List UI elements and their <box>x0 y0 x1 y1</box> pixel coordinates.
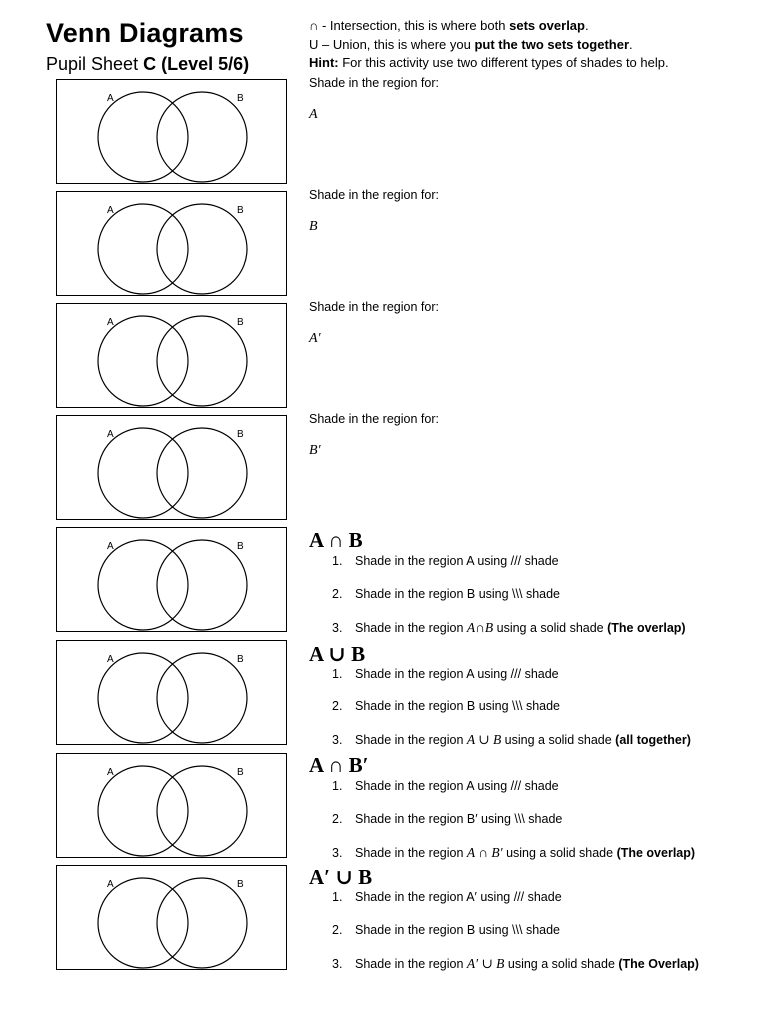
circle-a <box>98 316 188 406</box>
set-label-a: A <box>107 654 114 665</box>
circle-b <box>157 766 247 856</box>
circle-a <box>98 92 188 182</box>
task-step: 2. Shade in the region B using \\\ shade <box>332 923 561 937</box>
set-label-a: A <box>107 879 114 890</box>
union-symbol: U <box>309 36 319 52</box>
venn-circles <box>57 192 286 295</box>
task-prompt: Shade in the region for: <box>309 412 439 426</box>
venn-diagram[interactable] <box>56 303 287 408</box>
task-prompt: Shade in the region for: <box>309 188 439 202</box>
set-label-a: A <box>107 767 114 778</box>
circle-b <box>157 428 247 518</box>
venn-circles <box>57 416 286 519</box>
task-step: 1. Shade in the region A using /// shade <box>332 554 559 568</box>
circle-a <box>98 540 188 630</box>
venn-diagram[interactable] <box>56 527 287 632</box>
venn-circles <box>57 528 286 631</box>
circle-a <box>98 766 188 856</box>
circle-b <box>157 540 247 630</box>
set-label-b: B <box>237 205 244 216</box>
set-expression: A′ <box>309 331 321 346</box>
set-label-b: B <box>237 541 244 552</box>
task-step: 2. Shade in the region B using \\\ shade <box>332 587 561 601</box>
set-label-a: A <box>107 317 114 328</box>
set-expression: B <box>309 219 318 234</box>
set-label-b: B <box>237 93 244 104</box>
circle-b <box>157 316 247 406</box>
set-label-b: B <box>237 654 244 665</box>
task-prompt: Shade in the region for: <box>309 76 439 90</box>
hint-note: Hint: For this activity use two different types of shades to help. <box>309 55 669 70</box>
venn-diagram[interactable] <box>56 640 287 745</box>
circle-a <box>98 428 188 518</box>
circle-b <box>157 653 247 743</box>
circle-b <box>157 878 247 968</box>
intersection-symbol: ∩ <box>309 18 319 33</box>
circle-a <box>98 878 188 968</box>
task-step: 2. Shade in the region B using \\\ shade <box>332 699 561 713</box>
venn-diagram[interactable] <box>56 865 287 970</box>
task-step: 1. Shade in the region A using /// shade <box>332 667 559 681</box>
task-heading: A′ ∪ B <box>309 865 373 889</box>
venn-diagram[interactable] <box>56 191 287 296</box>
set-expression: B′ <box>309 443 321 458</box>
circle-b <box>157 92 247 182</box>
task-step: 3. Shade in the region A′ ∪ B using a solid shade (The Overlap) <box>332 956 699 971</box>
venn-circles <box>57 754 286 857</box>
venn-circles <box>57 80 286 183</box>
circle-b <box>157 204 247 294</box>
set-label-a: A <box>107 93 114 104</box>
task-step: 1. Shade in the region A′ using /// shade <box>332 890 562 904</box>
task-step: 3. Shade in the region A ∪ B using a solid shade (all together) <box>332 732 691 747</box>
subtitle-prefix: Pupil Sheet <box>46 54 144 74</box>
set-label-b: B <box>237 317 244 328</box>
set-label-a: A <box>107 429 114 440</box>
venn-diagram[interactable] <box>56 753 287 858</box>
hint-label: Hint: <box>309 55 339 70</box>
venn-diagram[interactable] <box>56 415 287 520</box>
definitions-notes <box>309 17 759 73</box>
page-title: Venn Diagrams <box>46 18 244 48</box>
page-subtitle <box>46 54 249 75</box>
set-label-b: B <box>237 879 244 890</box>
venn-circles <box>57 304 286 407</box>
set-label-b: B <box>237 767 244 778</box>
venn-diagram[interactable] <box>56 79 287 184</box>
task-step: 1. Shade in the region A using /// shade <box>332 779 559 793</box>
circle-a <box>98 653 188 743</box>
set-label-b: B <box>237 429 244 440</box>
set-label-a: A <box>107 205 114 216</box>
set-expression: A <box>309 107 318 122</box>
venn-circles <box>57 641 286 744</box>
task-heading: A ∪ B <box>309 642 366 666</box>
intersection-note: ∩ - Intersection, this is where both sets overlap. <box>309 18 589 33</box>
task-step: 2. Shade in the region B′ using \\\ shade <box>332 812 563 826</box>
subtitle-level: C (Level 5/6) <box>143 54 250 74</box>
set-label-a: A <box>107 541 114 552</box>
task-step: 3. Shade in the region A∩B using a solid shade (The overlap) <box>332 620 686 635</box>
union-note: U – Union, this is where you put the two sets together. <box>309 36 633 52</box>
venn-circles <box>57 866 286 969</box>
circle-a <box>98 204 188 294</box>
task-step: 3. Shade in the region A ∩ B′ using a solid shade (The overlap) <box>332 845 696 860</box>
task-heading: A ∩ B <box>309 528 363 552</box>
task-prompt: Shade in the region for: <box>309 300 439 314</box>
task-heading: A ∩ B′ <box>309 753 369 777</box>
